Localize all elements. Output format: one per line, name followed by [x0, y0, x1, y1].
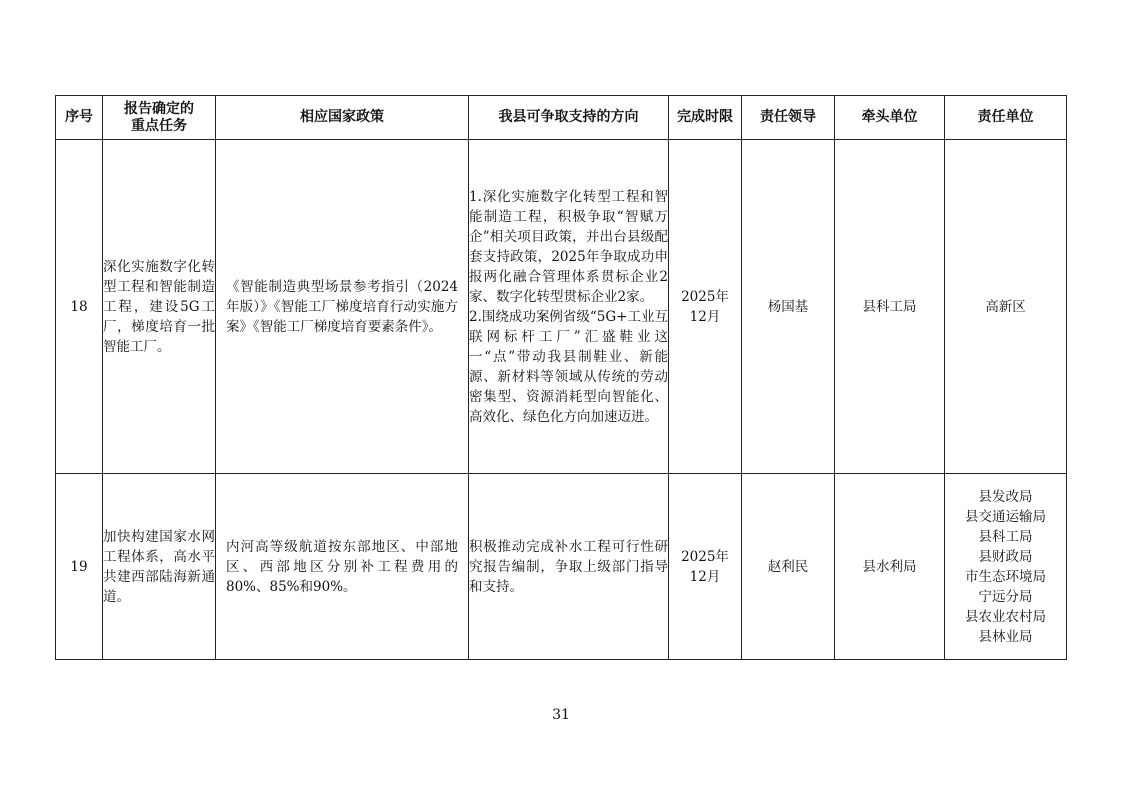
- cell-policy: 《智能制造典型场景参考指引（2024年版）》《智能工厂梯度培育行动实施方案》《智能工厂梯度培育要素条件》。: [216, 140, 469, 474]
- table-row: [56, 474, 1067, 660]
- header-lead-unit: 牵头单位: [835, 96, 945, 140]
- header-leader: 责任领导: [742, 96, 835, 140]
- cell-resp-unit: 县发改局 县交通运输局 县科工局 县财政局 市生态环境局 宁远分局 县农业农村局 县林业局: [945, 474, 1067, 660]
- header-deadline: 完成时限: [669, 96, 742, 140]
- page-number: 31: [552, 707, 570, 723]
- cell-policy: 内河高等级航道按东部地区、中部地区、西部地区分别补工程费用的80%、85%和90%。: [216, 474, 469, 660]
- cell-no: 19: [56, 474, 103, 660]
- cell-no: 18: [56, 140, 103, 474]
- cell-leader: 杨国基: [742, 140, 835, 474]
- header-task: 报告确定的 重点任务: [103, 96, 216, 140]
- header-policy: 相应国家政策: [216, 96, 469, 140]
- table-row: [56, 140, 1067, 474]
- cell-resp-unit: 高新区: [945, 140, 1067, 474]
- header-direction: 我县可争取支持的方向: [469, 96, 669, 140]
- cell-deadline: 2025年 12月: [669, 474, 742, 660]
- header-resp-unit: 责任单位: [945, 96, 1067, 140]
- cell-direction: 1.深化实施数字化转型工程和智能制造工程，积极争取“智赋万企”相关项目政策，并出台县级配套支持政策，2025年争取成功申报两化融合管理体系贯标企业2家、数字化转型贯标企业2家。 2.围绕成功案例省级“5G+工业互联网标杆工厂”汇盛鞋业这一“点”带动我县制鞋业、新能源、新材料等领域从传统的劳动密集型、资源消耗型向智能化、高效化、绿色化方向加速迈进。: [469, 140, 669, 474]
- cell-direction: 积极推动完成补水工程可行性研究报告编制，争取上级部门指导和支持。: [469, 474, 669, 660]
- cell-lead-unit: 县水利局: [835, 474, 945, 660]
- cell-task: 深化实施数字化转型工程和智能制造工程，建设5G工厂，梯度培育一批智能工厂。: [103, 140, 216, 474]
- cell-deadline: 2025年 12月: [669, 140, 742, 474]
- table-header-row: [56, 96, 1067, 140]
- header-no: 序号: [56, 96, 103, 140]
- cell-lead-unit: 县科工局: [835, 140, 945, 474]
- task-table: [55, 95, 1067, 660]
- cell-task: 加快构建国家水网工程体系，高水平共建西部陆海新通道。: [103, 474, 216, 660]
- cell-leader: 赵利民: [742, 474, 835, 660]
